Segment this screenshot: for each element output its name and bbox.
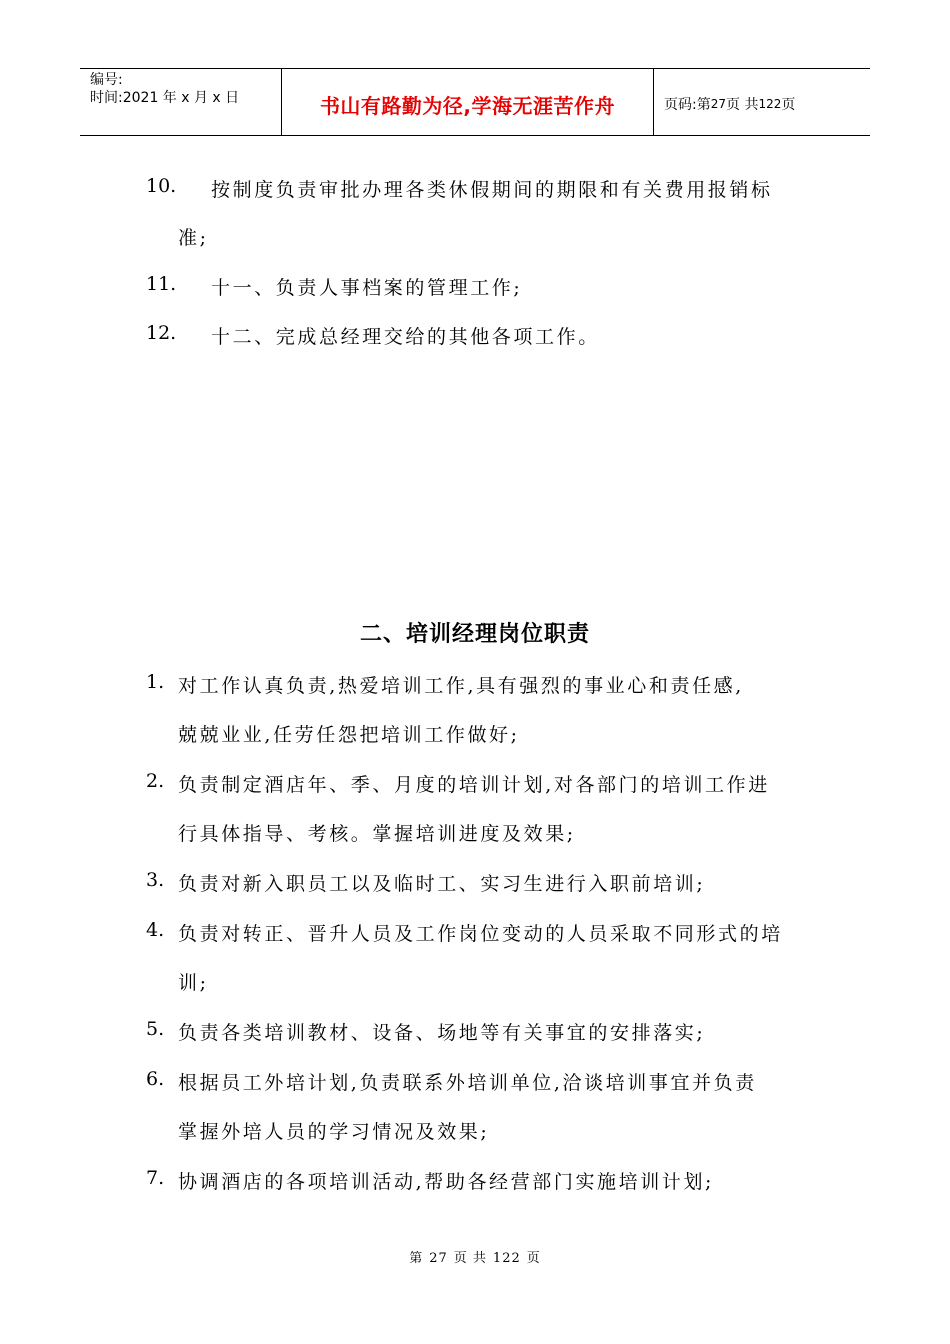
page-current: 27: [710, 97, 726, 111]
list-item-number: 11.: [146, 273, 177, 295]
list-item-text: 根据员工外培计划,负责联系外培训单位,洽谈培训事宜并负责: [178, 1072, 757, 1094]
list-item-text: 负责对新入职员工以及临时工、实习生进行入职前培训;: [178, 873, 706, 895]
list-item-text: 协调酒店的各项培训活动,帮助各经营部门实施培训计划;: [178, 1171, 715, 1193]
header-meta: [80, 69, 282, 135]
list-item-text: 十二、完成总经理交给的其他各项工作。: [211, 326, 600, 348]
section-title: 二、培训经理岗位职责: [359, 622, 590, 647]
page-mid: 页 共: [726, 97, 759, 113]
header-page-info: [654, 69, 870, 135]
page-total: 122: [758, 97, 782, 111]
list-item-continuation: 兢兢业业,任劳任怨把培训工作做好;: [178, 724, 520, 746]
list-item-number: 12.: [146, 322, 177, 344]
footer-total-pages: 122: [492, 1251, 521, 1266]
page-footer: [0, 1247, 950, 1266]
list-item-continuation: 掌握外培人员的学习情况及效果;: [178, 1121, 490, 1143]
footer-suffix: 页: [526, 1251, 541, 1266]
list-item-number: 10.: [146, 175, 177, 197]
header-motto: 书山有路勤为径,学海无涯苦作舟: [282, 69, 654, 135]
list-item-number: 3.: [146, 869, 165, 891]
list-item-text: 负责制定酒店年、季、月度的培训计划,对各部门的培训工作进: [178, 774, 770, 796]
footer-prefix: 第: [409, 1251, 424, 1266]
list-item-number: 7.: [146, 1167, 165, 1189]
code-label: 编号:: [90, 72, 123, 88]
list-item-text: 十一、负责人事档案的管理工作;: [211, 277, 523, 299]
list-item-continuation: 训;: [178, 972, 209, 994]
list-item-text: 对工作认真负责,热爱培训工作,具有强烈的事业心和责任感,: [178, 675, 744, 697]
page-suffix: 页: [781, 97, 796, 113]
list-item-number: 6.: [146, 1068, 165, 1090]
list-item-text: 负责各类培训教材、设备、场地等有关事宜的安排落实;: [178, 1022, 706, 1044]
footer-mid: 页 共: [453, 1251, 487, 1266]
page-prefix: 页码:第: [664, 97, 711, 113]
list-item-text: 按制度负责审批办理各类休假期间的期限和有关费用报销标: [211, 179, 773, 201]
list-item-number: 4.: [146, 919, 165, 941]
list-item-number: 5.: [146, 1018, 165, 1040]
footer-current-page: 27: [429, 1251, 448, 1266]
list-item-number: 2.: [146, 770, 165, 792]
document-header: [80, 68, 870, 136]
list-item-continuation: 行具体指导、考核。掌握培训进度及效果;: [178, 823, 576, 845]
time-label: 时间:2021 年 x 月 x 日: [90, 90, 240, 106]
list-item-number: 1.: [146, 671, 165, 693]
list-item-continuation: 准;: [178, 227, 209, 249]
list-item-text: 负责对转正、晋升人员及工作岗位变动的人员采取不同形式的培: [178, 923, 783, 945]
